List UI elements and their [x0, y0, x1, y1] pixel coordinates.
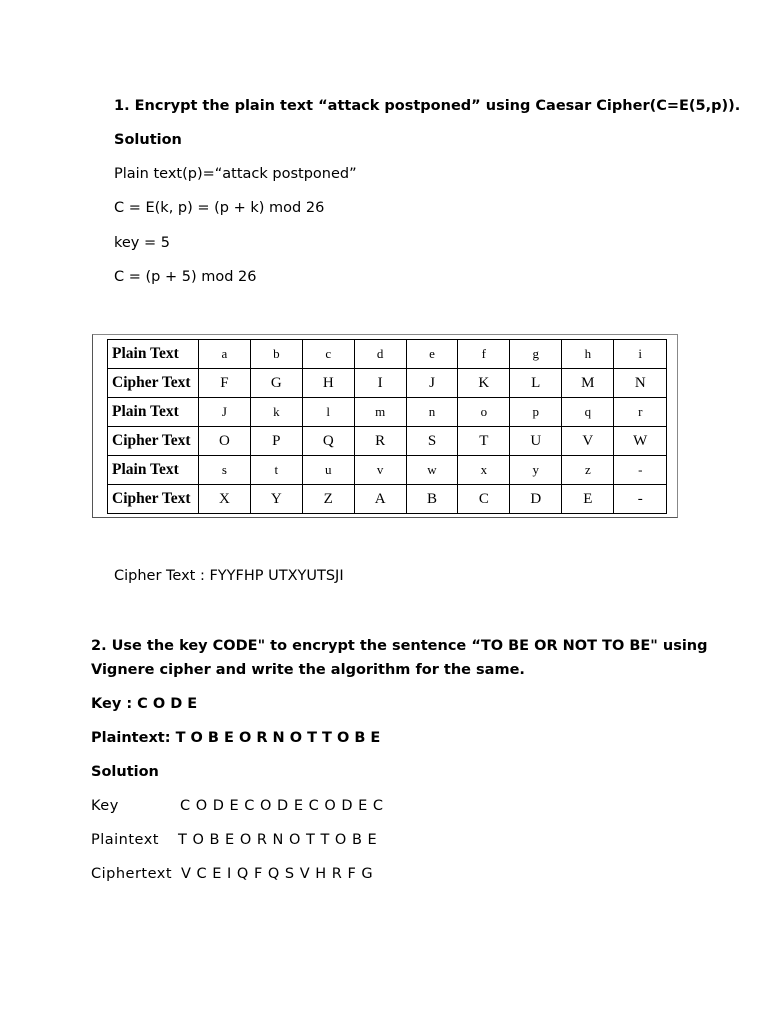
- caesar-table-cell: H: [302, 369, 354, 398]
- caesar-table-cell: k: [250, 398, 302, 427]
- caesar-table-cell: -: [614, 456, 667, 485]
- caesar-row-label: Plain Text: [108, 398, 199, 427]
- q2-plaintext-row-value: T O B E O R N O T T O B E: [178, 832, 378, 848]
- caesar-table-frame: [92, 334, 678, 518]
- caesar-table-cell: Z: [302, 485, 354, 514]
- caesar-table-cell: r: [614, 398, 667, 427]
- caesar-table-cell: m: [354, 398, 406, 427]
- caesar-table-cell: W: [614, 427, 667, 456]
- caesar-table-cell: v: [354, 456, 406, 485]
- caesar-table-cell: q: [562, 398, 614, 427]
- caesar-table-cell: p: [510, 398, 562, 427]
- caesar-table-cell: n: [406, 398, 458, 427]
- caesar-table-row: [108, 340, 667, 369]
- caesar-table-cell: i: [614, 340, 667, 369]
- caesar-table-row: [108, 369, 667, 398]
- q2-key-row-label: Key: [91, 798, 119, 814]
- caesar-table-cell: O: [198, 427, 250, 456]
- caesar-table-cell: N: [614, 369, 667, 398]
- caesar-table-cell: K: [458, 369, 510, 398]
- caesar-table-cell: Q: [302, 427, 354, 456]
- caesar-table-cell: f: [458, 340, 510, 369]
- caesar-table-cell: c: [302, 340, 354, 369]
- caesar-table: [107, 339, 667, 514]
- q2-plaintext-line: Plaintext: T O B E O R N O T T O B E: [91, 730, 381, 746]
- caesar-table-cell: d: [354, 340, 406, 369]
- caesar-table-cell: I: [354, 369, 406, 398]
- caesar-table-cell: L: [510, 369, 562, 398]
- caesar-table-cell: S: [406, 427, 458, 456]
- caesar-table-cell: E: [562, 485, 614, 514]
- caesar-table-row: [108, 427, 667, 456]
- caesar-table-cell: Y: [250, 485, 302, 514]
- caesar-row-label: Cipher Text: [108, 369, 199, 398]
- caesar-table-row: [108, 456, 667, 485]
- caesar-table-cell: h: [562, 340, 614, 369]
- caesar-row-label: Cipher Text: [108, 485, 199, 514]
- caesar-table-cell: z: [562, 456, 614, 485]
- q2-key-row-value: C O D E C O D E C O D E C: [180, 798, 384, 814]
- caesar-table-cell: G: [250, 369, 302, 398]
- q1-formula-line: C = E(k, p) = (p + k) mod 26: [114, 200, 325, 216]
- q1-solution-label: Solution: [114, 132, 182, 148]
- caesar-table-cell: V: [562, 427, 614, 456]
- q1-cipher-text-result: Cipher Text : FYYFHP UTXYUTSJI: [114, 568, 344, 584]
- q2-plaintext-row-label: Plaintext: [91, 832, 159, 848]
- caesar-table-cell: x: [458, 456, 510, 485]
- caesar-table-cell: t: [250, 456, 302, 485]
- caesar-table-cell: C: [458, 485, 510, 514]
- caesar-table-cell: w: [406, 456, 458, 485]
- caesar-table-cell: J: [198, 398, 250, 427]
- q2-key-line: Key : C O D E: [91, 696, 198, 712]
- caesar-table-cell: l: [302, 398, 354, 427]
- caesar-table-cell: y: [510, 456, 562, 485]
- caesar-table-cell: T: [458, 427, 510, 456]
- q1-cipher-formula-line: C = (p + 5) mod 26: [114, 269, 257, 285]
- caesar-table-row: [108, 485, 667, 514]
- caesar-table-cell: o: [458, 398, 510, 427]
- q2-solution-label: Solution: [91, 764, 159, 780]
- caesar-table-cell: U: [510, 427, 562, 456]
- question-2-heading-line2: Vignere cipher and write the algorithm for the same.: [91, 662, 525, 678]
- caesar-table-cell: M: [562, 369, 614, 398]
- caesar-row-label: Plain Text: [108, 340, 199, 369]
- caesar-table-cell: s: [198, 456, 250, 485]
- caesar-table-cell: g: [510, 340, 562, 369]
- caesar-table-cell: R: [354, 427, 406, 456]
- caesar-table-row: [108, 398, 667, 427]
- question-2-heading-line1: 2. Use the key CODE" to encrypt the sentence “TO BE OR NOT TO BE" using: [91, 638, 708, 654]
- question-1-heading: 1. Encrypt the plain text “attack postponed” using Caesar Cipher(C=E(5,p)).: [114, 98, 741, 114]
- caesar-table-cell: -: [614, 485, 667, 514]
- caesar-table-cell: X: [198, 485, 250, 514]
- q1-key-line: key = 5: [114, 235, 170, 251]
- caesar-table-cell: P: [250, 427, 302, 456]
- caesar-table-cell: e: [406, 340, 458, 369]
- caesar-table-cell: u: [302, 456, 354, 485]
- caesar-table-cell: F: [198, 369, 250, 398]
- caesar-row-label: Cipher Text: [108, 427, 199, 456]
- caesar-row-label: Plain Text: [108, 456, 199, 485]
- q1-plaintext-line: Plain text(p)=“attack postponed”: [114, 166, 357, 182]
- q2-ciphertext-row-value: V C E I Q F Q S V H R F G: [181, 866, 374, 882]
- caesar-table-cell: D: [510, 485, 562, 514]
- caesar-table-cell: B: [406, 485, 458, 514]
- caesar-table-cell: b: [250, 340, 302, 369]
- caesar-table-cell: A: [354, 485, 406, 514]
- q2-ciphertext-row-label: Ciphertext: [91, 866, 173, 882]
- caesar-table-cell: J: [406, 369, 458, 398]
- caesar-table-cell: a: [198, 340, 250, 369]
